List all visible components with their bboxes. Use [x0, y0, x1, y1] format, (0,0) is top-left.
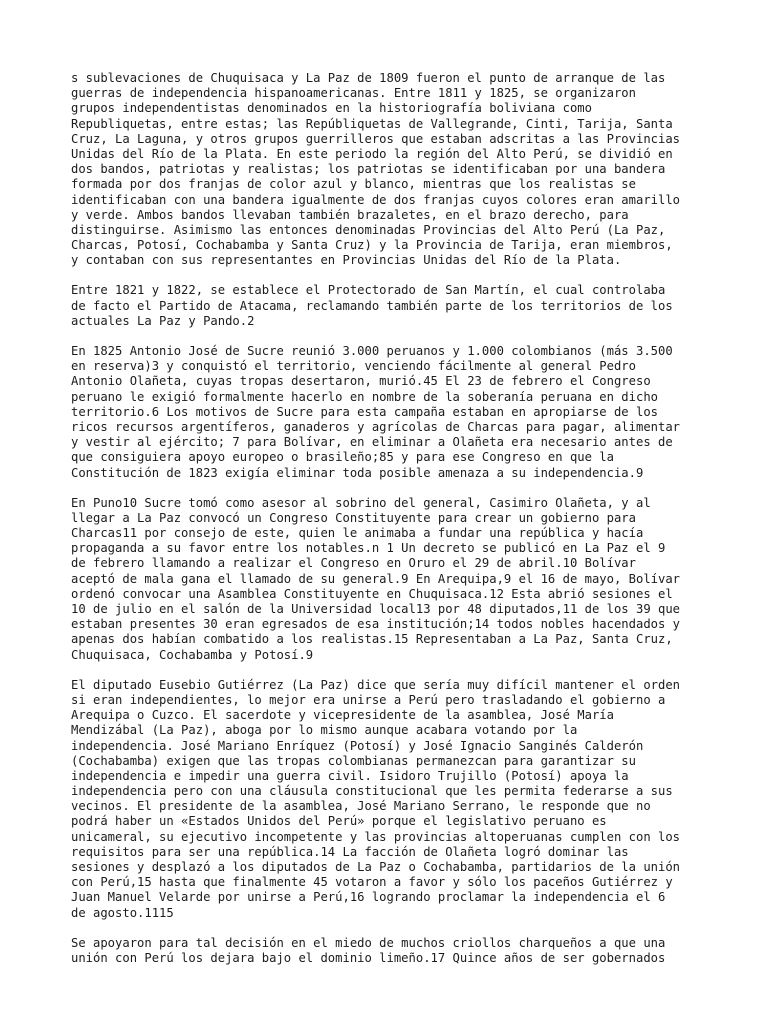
text-line: formada por dos franjas de color azul y blanco, mientras que los realistas se [71, 177, 636, 192]
text-line: territorio.6 Los motivos de Sucre para esta campaña estaban en apropiarse de los [71, 404, 658, 419]
text-line: distinguirse. Asimismo las entonces denominadas Provincias del Alto Perú (La Paz, [71, 222, 666, 237]
text-line: guerras de independencia hispanoamericanas. Entre 1811 y 1825, se organizaron [71, 86, 636, 101]
text-line: si eran independientes, lo mejor era unirse a Perú pero trasladando el gobierno a [71, 692, 666, 707]
text-line: vecinos. El presidente de la asamblea, José Mariano Serrano, le responde que no [71, 799, 651, 814]
text-line: llegar a La Paz convocó un Congreso Constituyente para crear un gobierno para [71, 510, 636, 525]
document-body [71, 71, 701, 966]
paragraph [71, 496, 701, 663]
text-line: El diputado Eusebio Gutiérrez (La Paz) dice que sería muy difícil mantener el orden [71, 677, 681, 692]
text-line: identificaban con una bandera igualmente de dos franjas cuyos colores eran amarillo [71, 192, 681, 207]
text-line: de agosto.1115 [71, 905, 174, 920]
paragraph [71, 344, 701, 481]
text-line: grupos independentistas denominados en la historiografía boliviana como [71, 101, 592, 116]
text-line: estaban presentes 30 eran egresados de esa institución;14 todos nobles hacendados y [71, 617, 681, 632]
text-line: sesiones y desplazó a los diputados de La Paz o Cochabamba, partidarios de la unión [71, 860, 681, 874]
paragraph [71, 678, 701, 921]
text-line: y contaban con sus representantes en Provincias Unidas del Río de la Plata. [71, 253, 622, 268]
text-line: independencia e impedir una guerra civil. Isidoro Trujillo (Potosí) apoya la [71, 768, 629, 783]
paragraph [71, 71, 701, 268]
text-line: y verde. Ambos bandos llevaban también brazaletes, en el brazo derecho, para [71, 207, 629, 222]
text-line: ordenó convocar una Asamblea Constituyente en Chuquisaca.12 Esta abrió sesiones el [71, 586, 673, 601]
text-line: ricos recursos argentíferos, ganaderos y agrícolas de Charcas para pagar, alimentar [71, 419, 681, 434]
text-line: En Puno10 Sucre tomó como asesor al sobrino del general, Casimiro Olañeta, y al [71, 495, 651, 510]
text-line: Mendizábal (La Paz), aboga por lo mismo aunque acabara votando por la [71, 723, 578, 738]
text-line: (Cochabamba) exigen que las tropas colombianas permanezcan para garantizar su [71, 753, 636, 768]
text-line: Charcas11 por consejo de este, quien le animaba a fundar una república y hacía [71, 526, 644, 541]
text-line: propaganda a su favor entre los notables.n 1 Un decreto se publicó en La Paz el 9 [71, 541, 666, 556]
text-line: unión con Perú los dejara bajo el dominio limeño.17 Quince años de ser gobernados [71, 950, 666, 965]
text-line: independencia. José Mariano Enríquez (Potosí) y José Ignacio Sanginés Calderón [71, 738, 644, 753]
text-line: Constitución de 1823 exigía eliminar toda posible amenaza a su independencia.9 [71, 465, 644, 480]
text-line: dos bandos, patriotas y realistas; los patriotas se identificaban por una bandera [71, 162, 666, 177]
text-line: Juan Manuel Velarde por unirse a Perú,16 logrando proclamar la independencia el 6 [71, 890, 666, 905]
text-line: peruano le exigió formalmente hacerlo en nombre de la soberanía peruana en dicho [71, 389, 658, 404]
text-line: con Perú,15 hasta que finalmente 45 votaron a favor y sólo los paceños Gutiérrez y [71, 875, 673, 890]
text-line: requisitos para ser una república.14 La facción de Olañeta logró dominar las [71, 844, 629, 859]
text-line: podrá haber un «Estados Unidos del Perú» porque el legislativo peruano es [71, 814, 607, 829]
text-line: s sublevaciones de Chuquisaca y La Paz de 1809 fueron el punto de arranque de las [71, 71, 666, 85]
text-line: 10 de julio en el salón de la Universidad local13 por 48 diputados,11 de los 39 que [71, 602, 681, 616]
text-line: Unidas del Río de la Plata. En este periodo la región del Alto Perú, se dividió en [71, 146, 673, 161]
text-line: Se apoyaron para tal decisión en el miedo de muchos criollos charqueños a que una [71, 935, 666, 950]
text-line: Charcas, Potosí, Cochabamba y Santa Cruz) y la Provincia de Tarija, eran miembros, [71, 238, 673, 253]
text-line: actuales La Paz y Pando.2 [71, 313, 255, 328]
text-line: Arequipa o Cuzco. El sacerdote y vicepresidente de la asamblea, José María [71, 708, 614, 723]
text-line: aceptó de mala gana el llamado de su general.9 En Arequipa,9 el 16 de mayo, Bolívar [71, 571, 681, 586]
text-line: Entre 1821 y 1822, se establece el Protectorado de San Martín, el cual controlaba [71, 283, 666, 298]
text-line: unicameral, su ejecutivo incompetente y las provincias altoperuanas cumplen con los [71, 829, 681, 844]
text-line: en reserva)3 y conquistó el territorio, venciendo fácilmente al general Pedro [71, 359, 636, 374]
text-line: de febrero llamando a realizar el Congreso en Oruro el 29 de abril.10 Bolívar [71, 556, 636, 571]
document-page [71, 71, 701, 981]
text-line: Cruz, La Laguna, y otros grupos guerrilleros que estaban adscritas a las Provincias [71, 131, 681, 146]
paragraph [71, 936, 701, 966]
text-line: independencia pero con una cláusula constitucional que les permita federarse a sus [71, 784, 673, 799]
text-line: Antonio Olañeta, cuyas tropas desertaron, murió.45 El 23 de febrero el Congreso [71, 374, 651, 389]
text-line: En 1825 Antonio José de Sucre reunió 3.000 peruanos y 1.000 colombianos (más 3.500 [71, 344, 673, 358]
text-line: apenas dos habían combatido a los realistas.15 Representaban a La Paz, Santa Cruz, [71, 632, 673, 647]
text-line: Republiquetas, entre estas; las Repúbliquetas de Vallegrande, Cinti, Tarija, Santa [71, 116, 673, 131]
text-line: Chuquisaca, Cochabamba y Potosí.9 [71, 647, 314, 662]
text-line: y vestir al ejército; 7 para Bolívar, en eliminar a Olañeta era necesario antes de [71, 435, 673, 450]
text-line: de facto el Partido de Atacama, reclamando también parte de los territorios de los [71, 298, 673, 313]
text-line: que consiguiera apoyo europeo o brasileño;85 y para ese Congreso en que la [71, 450, 614, 465]
paragraph [71, 283, 701, 329]
